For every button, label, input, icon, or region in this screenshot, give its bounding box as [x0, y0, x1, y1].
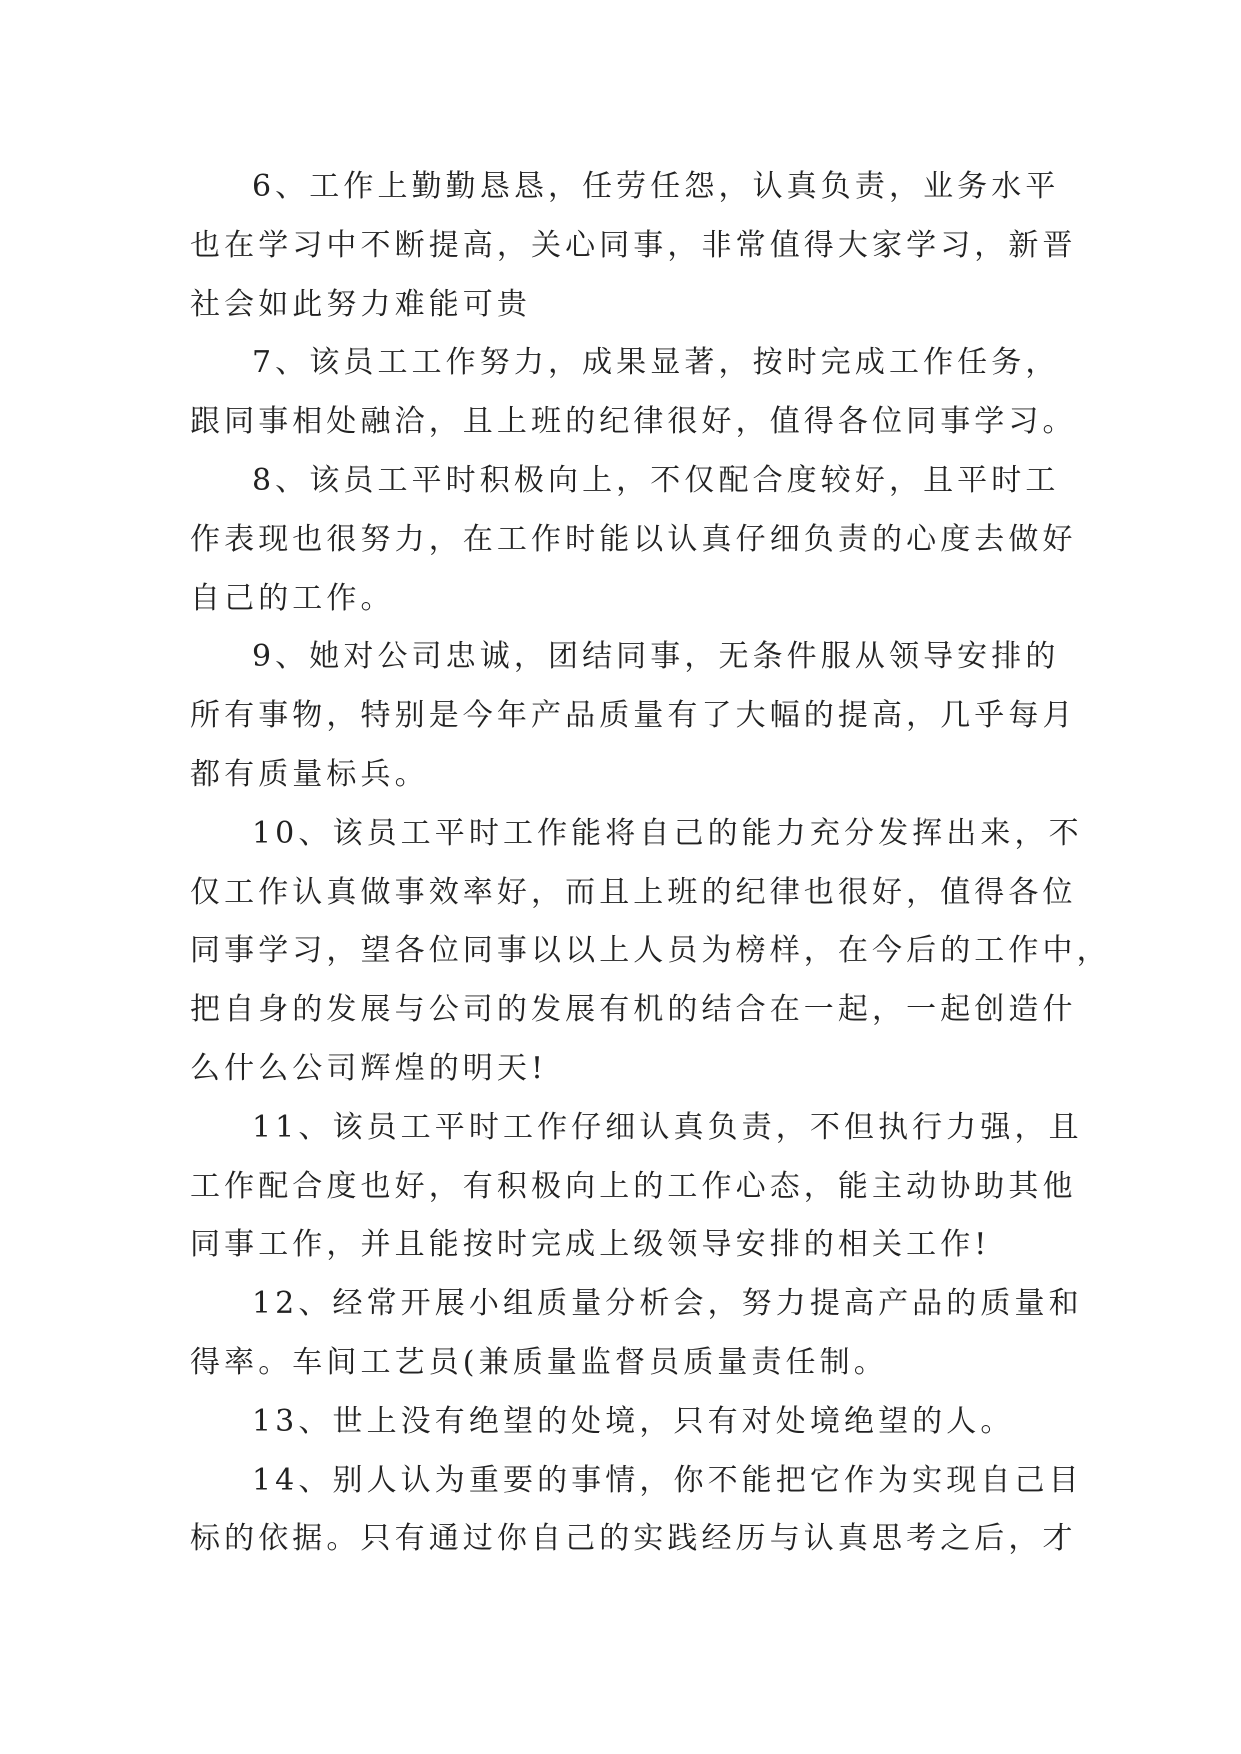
text-line: 所有事物，特别是今年产品质量有了大幅的提高，几乎每月 — [190, 698, 1077, 734]
text-line: 得率。车间工艺员(兼质量监督员质量责任制。 — [190, 1344, 888, 1380]
text-line: 跟同事相处融洽，且上班的纪律很好，值得各位同事学习。 — [190, 404, 1077, 440]
text-line: 么什么公司辉煌的明天! — [190, 1050, 548, 1086]
text-line: 6、工作上勤勤恳恳，任劳任怨，认真负责，业务水平 — [252, 169, 1060, 204]
text-line: 13、世上没有绝望的处境，只有对处境绝望的人。 — [252, 1403, 1015, 1439]
text-line: 同事学习，望各位同事以以上人员为榜样，在今后的工作中， — [190, 933, 1111, 969]
text-line: 工作配合度也好，有积极向上的工作心态，能主动协助其他 — [190, 1168, 1077, 1204]
paragraph-10 — [190, 805, 1111, 1099]
paragraph-6 — [190, 158, 1077, 334]
text-line: 标的依据。只有通过你自己的实践经历与认真思考之后，才 — [190, 1521, 1077, 1557]
text-line: 仅工作认真做事效率好，而且上班的纪律也很好，值得各位 — [190, 874, 1077, 910]
text-line: 7、该员工工作努力，成果显著，按时完成工作任务， — [252, 345, 1060, 381]
paragraph-13 — [190, 1393, 1070, 1452]
paragraph-9 — [190, 628, 1077, 804]
text-line: 社会如此努力难能可贵 — [190, 286, 531, 322]
text-line: 14、别人认为重要的事情，你不能把它作为实现自己目 — [252, 1462, 1083, 1498]
paragraph-7 — [190, 334, 1077, 452]
text-line: 9、她对公司忠诚，团结同事，无条件服从领导安排的 — [252, 639, 1060, 675]
paragraph-11 — [190, 1099, 1083, 1275]
text-line: 10、该员工平时工作能将自己的能力充分发挥出来，不 — [252, 815, 1083, 851]
text-line: 11、该员工平时工作仔细认真负责，不但执行力强，且 — [252, 1109, 1083, 1145]
text-line: 同事工作，并且能按时完成上级领导安排的相关工作! — [190, 1227, 991, 1263]
text-line: 也在学习中不断提高，关心同事，非常值得大家学习，新晋 — [190, 227, 1077, 263]
paragraph-8 — [190, 452, 1077, 628]
text-line: 都有质量标兵。 — [190, 756, 429, 792]
paragraph-12 — [190, 1275, 1083, 1393]
paragraph-14 — [190, 1452, 1083, 1570]
text-line: 自己的工作。 — [190, 580, 395, 616]
document-body — [190, 158, 1111, 1569]
text-line: 作表现也很努力，在工作时能以认真仔细负责的心度去做好 — [190, 521, 1077, 557]
text-line: 12、经常开展小组质量分析会，努力提高产品的质量和 — [252, 1286, 1083, 1322]
text-line: 把自身的发展与公司的发展有机的结合在一起，一起创造什 — [190, 992, 1077, 1028]
text-line: 8、该员工平时积极向上，不仅配合度较好，且平时工 — [252, 462, 1060, 498]
